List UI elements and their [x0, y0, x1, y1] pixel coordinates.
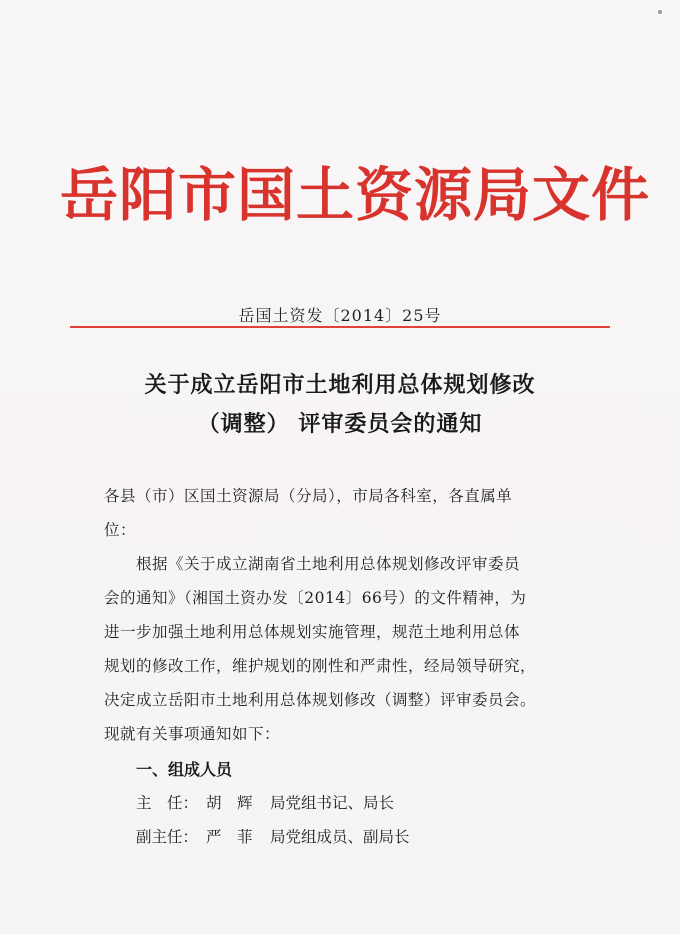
addressee-line-1: 各县（市）区国土资源局（分局），市局各科室，各直属单: [104, 487, 513, 505]
section-heading-members: 一、组成人员: [136, 760, 233, 779]
member-row: [136, 791, 394, 813]
letterhead-red-rule: [70, 326, 610, 328]
member-row: [136, 825, 410, 847]
member-position: 局党组书记、局长: [270, 794, 395, 812]
paragraph-line-5: 决定成立岳阳市土地利用总体规划修改（调整）评审委员会。: [104, 691, 537, 709]
member-role: 副主任：: [136, 828, 199, 846]
member-name: 严 菲: [206, 828, 253, 846]
letterhead-title: 岳阳市国土资源局文件: [60, 161, 651, 229]
paragraph-line-4: 规划的修改工作，维护规划的刚性和严肃性，经局领导研究，: [104, 657, 537, 675]
paragraph-line-2: 会的通知》（湘国土资办发〔2014〕66号）的文件精神，为: [104, 589, 527, 607]
member-position: 局党组成员、副局长: [270, 828, 410, 846]
paragraph-line-3: 进一步加强土地利用总体规划实施管理，规范土地利用总体: [104, 623, 521, 641]
paragraph-line-1: 根据《关于成立湖南省土地利用总体规划修改评审委员: [136, 555, 521, 573]
scan-speck: [658, 10, 662, 14]
document-number: 岳国土资发〔2014〕25号: [238, 306, 442, 325]
notice-title-line-1: 关于成立岳阳市土地利用总体规划修改: [144, 372, 536, 398]
member-name: 胡 辉: [206, 794, 253, 812]
notice-title-line-2: （调整） 评审委员会的通知: [197, 411, 483, 437]
addressee-line-2: 位：: [104, 521, 137, 539]
member-role: 主 任：: [136, 794, 199, 812]
paragraph-line-6: 现就有关事项通知如下：: [104, 725, 281, 743]
